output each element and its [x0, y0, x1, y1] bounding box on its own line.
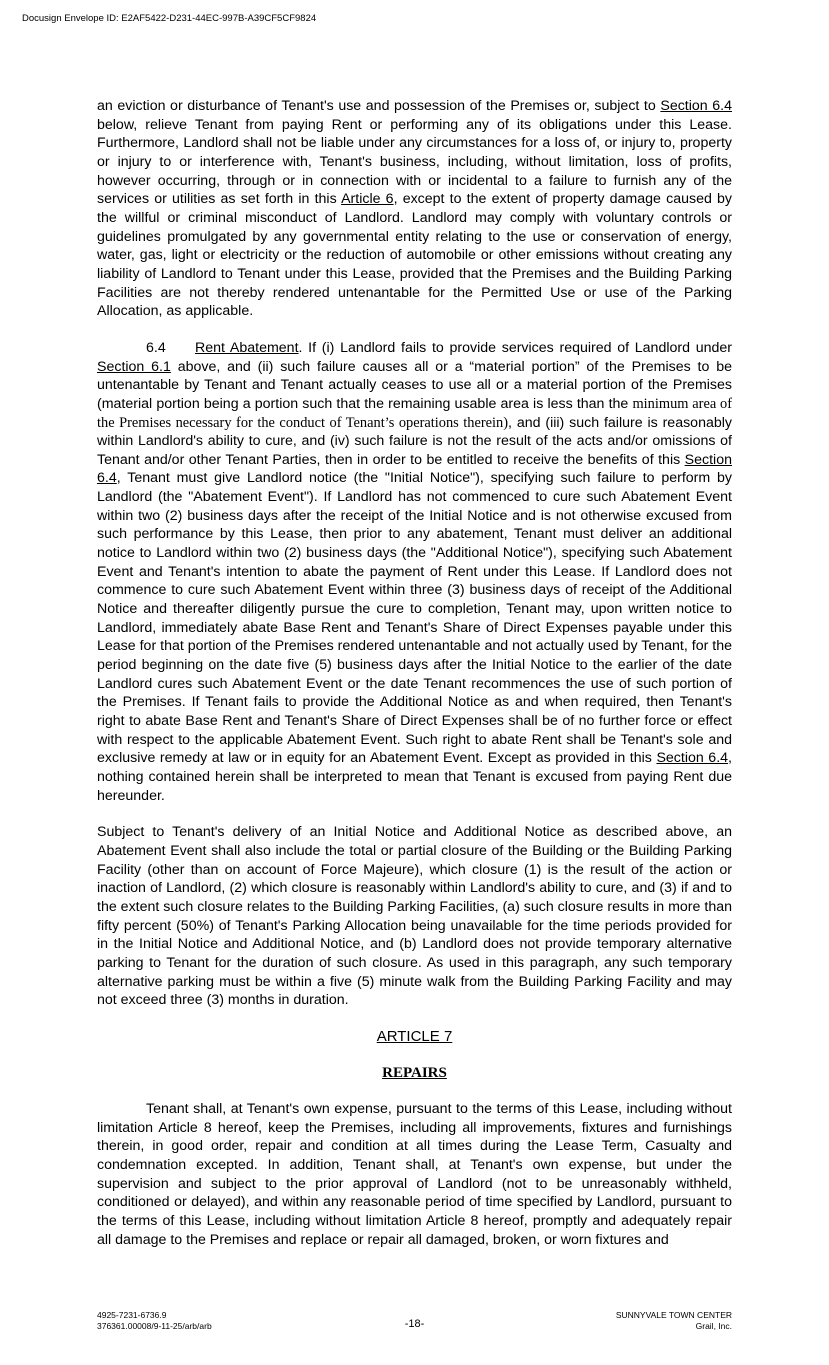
- text-run: above, and (ii) such failure causes all or a “material portion” of the Premises to be untenantable by Tenant and Tenant actually ceases to use all or a material portion of the Premises (material portion being a portion such that the remaining usable area is less than the: [97, 358, 732, 412]
- footer-tenant-name: Grail, Inc.: [695, 1320, 732, 1331]
- text-run-serif: minimum area of the Premises necessary for the conduct of Tenant’s operations therein): [97, 395, 733, 431]
- footer-project-name: SUNNYVALE TOWN CENTER: [615, 1310, 732, 1320]
- text-run: , Tenant must give Landlord notice (the "Initial Notice"), specifying such failure to perform by Landlord (the "Abatement Event"). If Landlord has not commenced to cure such Abatement Event within two (2) business days after the receipt of the Initial Notice and is not otherwise excused from such performance by this Lease, then prior to any abatement, Tenant must deliver an additional notice to Landlord within two (2) business days (the "Additional Notice"), specifying such Abatement Event and Tenant's intention to abate the payment of Rent under this Lease. If Landlord does not commence to cure such Abatement Event within three (3) business days of receipt of the Additional Notice and thereafter diligently pursue the cure to completion, Tenant may, upon written notice to Landlord, immediately abate Base Rent and Tenant's Share of Direct Expenses payable under this Lease for that portion of the Premises rendered untenantable and not actually used by Tenant, for the period beginning on the date five (5) business days after the Initial Notice to the earlier of the date Landlord cures such Abatement Event or the date Tenant recommences the use of such portion of the Premises. If Tenant fails to provide the Additional Notice as and when required, then Tenant's right to abate Base Rent and Tenant's Share of Direct Expenses shall be of no further force or effect with respect to the applicable Abatement Event. Such right to abate Rent shall be Tenant's sole and exclusive remedy at law or in equity for an Abatement Event. Except as provided in this: [97, 470, 732, 767]
- docusign-envelope-id: Docusign Envelope ID: E2AF5422-D231-44EC-997B-A39CF5CF9824: [22, 13, 317, 24]
- text-run: , except to the extent of property damage caused by the willful or criminal misconduct of Landlord. Landlord may comply with voluntary controls or guidelines promulgated by any governmental entity relating to the use or conservation of energy, water, gas, light or electricity or the reduction of automobile or other emissions without creating any liability of Landlord to Tenant under this Lease, provided that the Premises and the Building Parking Facilities are not thereby rendered untenantable for the Permitted Use or use of the Parking Allocation, as applicable.: [97, 191, 733, 320]
- section-reference: Section 6.1: [97, 358, 171, 375]
- abatement-closure-paragraph: Subject to Tenant's delivery of an Initial Notice and Additional Notice as described above, an Abatement Event shall also include the total or partial closure of the Building or the Building Parking Facility (other than on account of Force Majeure), which closure (1) is the result of the action or inaction of Landlord, (2) which closure is reasonably within Landlord's ability to cure, and (3) if and to the extent such closure relates to the Building Parking Facilities, (a) such closure results in more than fifty percent (50%) of Tenant's Parking Allocation being unavailable for the time periods provided for in the Initial Notice and Additional Notice, and (b) Landlord does not provide temporary alternative parking to Tenant for the duration of such closure. As used in this paragraph, any such temporary alternative parking must be within a five (5) minute walk from the Building Parking Facility and may not exceed three (3) months in duration.: [97, 824, 732, 1009]
- section-reference: Section 6.4: [97, 451, 732, 487]
- document-body: [97, 97, 732, 1249]
- section-number: 6.4: [146, 339, 166, 356]
- text-run: an eviction or disturbance of Tenant's use and possession of the Premises or, subject to: [97, 98, 661, 114]
- page-number: -18-: [404, 1318, 425, 1330]
- section-reference: Section 6.4: [660, 98, 732, 114]
- section-title: Rent Abatement: [195, 339, 299, 356]
- repairs-paragraph: Tenant shall, at Tenant's own expense, pursuant to the terms of this Lease, including without limitation Article 8 hereof, keep the Premises, including all improvements, fixtures and furnishings therein, in good order, repair and condition at all times during the Lease Term, Casualty and condemnation excepted. In addition, Tenant shall, at Tenant's own expense, but under the supervision and subject to the prior approval of Landlord (not to be unreasonably withheld, conditioned or delayed), and within any reasonable period of time specified by Landlord, pursuant to the terms of this Lease, including without limitation Article 8 hereof, promptly and adequately repair all damage to the Premises and replace or repair all damaged, broken, or worn fixtures and: [97, 1101, 732, 1248]
- footer-matter-number: 376361.00008/9-11-25/arb/arb: [97, 1320, 212, 1331]
- text-run: below, relieve Tenant from paying Rent or performing any of its obligations under this Lease. Furthermore, Landlord shall not be liable under any circumstances for a loss of, or injury to, property or injury to or interference with, Tenant's business, including, without limitation, loss of profits, however occurring, through or in connection with or incidental to a failure to furnish any of the services or utilities as set forth in this: [97, 116, 732, 208]
- paragraph-continuation: [97, 97, 732, 321]
- text-run: . If (i) Landlord fails to provide services required of Landlord under: [298, 339, 732, 356]
- article-title: REPAIRS: [382, 1064, 447, 1081]
- text-run: , nothing contained herein shall be interpreted to mean that Tenant is excused from paying Rent due hereunder.: [97, 750, 732, 804]
- text-run: , and (iii) such failure is reasonably within Landlord's ability to cure, and (iv) such failure is not the result of the acts and/or omissions of Tenant and/or other Tenant Parties, then in order to be entitled to receive the benefits of this: [97, 414, 732, 468]
- section-reference: Section 6.4: [656, 750, 729, 767]
- article-reference: Article 6: [341, 191, 394, 208]
- footer-project: [616, 1310, 732, 1331]
- article-label: ARTICLE 7: [376, 1027, 453, 1045]
- section-6-4-paragraph: [97, 339, 732, 805]
- footer-doc-number: 4925-7231-6736.9: [97, 1310, 167, 1320]
